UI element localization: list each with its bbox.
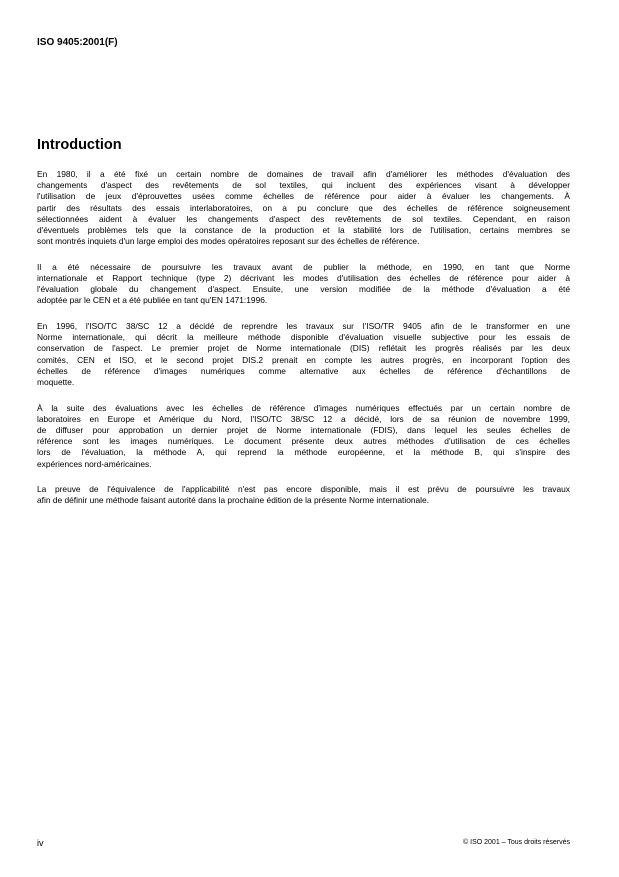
paragraph-2 — [37, 262, 570, 307]
text-line: moquette. — [37, 377, 75, 388]
text-line: changements d'aspect des revêtements de sol textiles, qui incluent des expériences visant à développer — [37, 180, 570, 191]
paragraph-4 — [37, 403, 570, 470]
paragraph-5 — [37, 484, 570, 506]
text-line: La preuve de l'équivalence de l'applicabilité n'est pas encore disponible, mais il est prévu de poursuivre les travaux — [37, 484, 570, 495]
text-line: l'évaluation globale du changement d'aspect. Ensuite, une version modifiée de la méthode d'évaluation a été — [37, 284, 570, 295]
text-line: laboratoires en Europe et Amérique du Nord, l'ISO/TC 38/SC 12 a décidé, lors de sa réunion de novembre 1999, — [37, 413, 570, 424]
text-line: En 1980, il a été fixé un certain nombre de domaines de travail afin d'améliorer les méthodes d'évaluation des — [37, 169, 570, 179]
text-line: Il a été nécessaire de poursuivre les travaux avant de publier la méthode, en 1990, en tant que Norme — [37, 261, 570, 272]
text-line: sélectionnées aident à évaluer les changements d'aspect des revêtements de sol textiles. Cependant, en raison — [37, 213, 570, 224]
text-line: conservation de l'aspect. Le premier projet de Norme internationale (DIS) reflétait les progrès réalisés par les deux — [37, 343, 570, 354]
text-line: de diffuser pour approbation un dernier projet de Norme internationale (FDIS), dans lequel les seules échelles de — [37, 425, 570, 436]
page-number: iv — [37, 838, 44, 848]
text-line: échelles de référence d'images numériques comme alternative aux échelles de référence d'échantillons de — [37, 365, 570, 376]
text-line: d'éventuels problèmes tels que la constance de la production et la stabilité lors de l'utilisation, certains membres se — [37, 225, 570, 236]
text-line: expériences nord-américaines. — [37, 458, 152, 469]
text-line: internationale et Rapport technique (type 2) décrivant les modes d'utilisation des échelles de référence pour aider à — [37, 273, 570, 284]
text-line: partir des résultats des essais interlaboratoires, on a pu conclure que des échelles de référence soigneusement — [37, 202, 570, 213]
text-line: En 1996, l'ISO/TC 38/SC 12 a décidé de reprendre les travaux sur l'ISO/TR 9405 afin de le transformer en une — [37, 321, 570, 332]
text-line: lors de l'évaluation, la méthode A, qui reprend la méthode européenne, et la méthode B, qui s'inspire des — [37, 447, 570, 458]
paragraph-3 — [37, 321, 570, 388]
text-line: l'utilisation de jeux d'éprouvettes usées comme échelles de référence pour aider à évaluer les changements. À — [37, 191, 570, 202]
copyright-notice: © ISO 2001 – Tous droits réservés — [463, 839, 570, 846]
paragraph-1 — [37, 169, 570, 247]
document-id-header: ISO 9405:2001(F) — [37, 37, 118, 48]
section-title: Introduction — [37, 137, 122, 153]
text-line: référence sont les images numériques. Le document présente deux autres méthodes d'utilisation de ces échelles — [37, 436, 570, 447]
introduction-body — [37, 169, 570, 521]
text-line: sont montrés inquiets d'un large emploi des modes opératoires reposant sur des échelles de référence. — [37, 236, 420, 247]
text-line: comités, CEN et ISO, et le second projet DIS.2 prenait en compte les autres progrès, en incorporant l'option des — [37, 354, 570, 365]
text-line: Norme internationale, qui décrit la meilleure méthode disponible d'évaluation visuelle subjective pour les essais de — [37, 332, 570, 343]
text-line: À la suite des évaluations avec les échelles de référence d'images numériques effectués par un certain nombre de — [37, 402, 570, 413]
text-line: afin de définir une méthode faisant autorité dans la prochaine édition de la présente Norme internationale. — [37, 495, 430, 506]
text-line: adoptée par le CEN et a été publiée en tant qu'EN 1471:1996. — [37, 295, 268, 306]
